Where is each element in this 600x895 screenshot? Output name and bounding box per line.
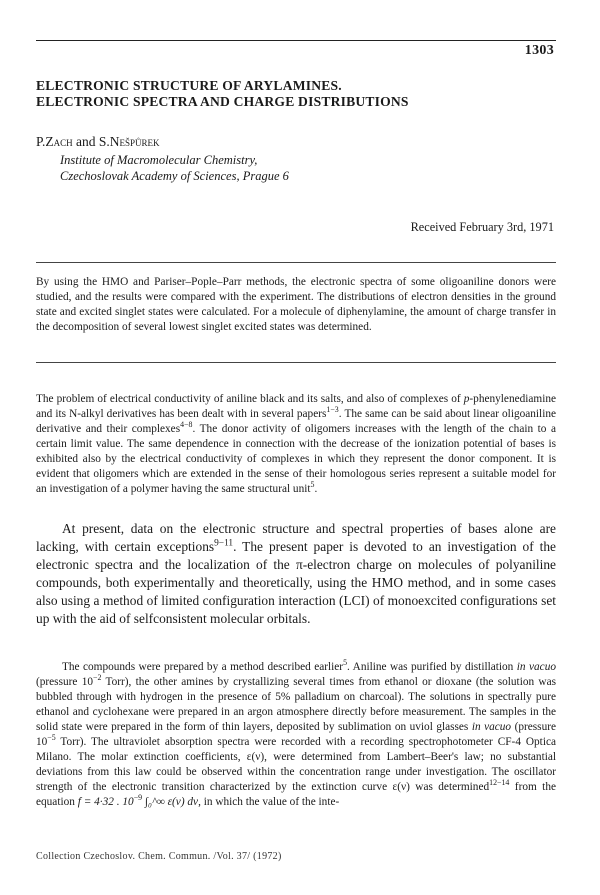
journal-footer: Collection Czechoslov. Chem. Commun. /Vol. 37/ (1972) bbox=[36, 851, 282, 862]
p1-ref-3: 5 bbox=[310, 480, 315, 490]
p1-ref-1: 1−3 bbox=[326, 405, 339, 415]
paragraph-2 bbox=[36, 520, 556, 628]
author2-initial: S. bbox=[98, 134, 110, 149]
p3-italic-c: in vacuo bbox=[516, 661, 556, 673]
p3-text-e: Torr), the other amines by crystallizing several times from ethanol or dioxane (the solution was bubbled through with hydrogen in the presence of 5% palladium on charcoal). The solutions in spectrally pure ethanol and cyclohexane were prepared in an argon atmosphere directly before measurement. The samples in the solid state were prepared in the form of thin layers, deposited by sublimation on uviol glasses bbox=[36, 676, 556, 733]
authors bbox=[36, 134, 160, 150]
title-line-1: ELECTRONIC STRUCTURE OF ARYLAMINES. bbox=[36, 78, 342, 93]
p1-text-f: . bbox=[314, 483, 318, 495]
p1-text-a: The problem of electrical conductivity of aniline black and its salts, and also of complexes of bbox=[36, 393, 464, 405]
title-line-2: ELECTRONIC SPECTRA AND CHARGE DISTRIBUTIONS bbox=[36, 94, 409, 109]
author1-name: Zach bbox=[45, 134, 73, 149]
p3-exp-1: −2 bbox=[93, 673, 102, 683]
paragraph-3 bbox=[36, 660, 556, 810]
p3-text-h: Torr). The ultraviolet absorption spectra were recorded with a recording spectrophotometer CF-4 Optica Milano. The molar extinction coefficients, ε(ν), were determined from Lambert–Beer's law; no substantial deviations from this law could be observed within the concentration range under investigation. The oscillator strength of the electronic transition characterized by the extinction curve ε(ν) was determined bbox=[36, 736, 556, 793]
p1-text-e: . The donor activity of oligomers increases with the length of the chain to a certain limit value. The same dependence in connection with the decrease of the ionization potential of bases is exhibited also by the electrical conductivity of complexes in which they represent the donor component. It is evident that oligomers which are extended in the sense of their homologous series represent a suitable model for an investigation of a polymer having the same structural unit bbox=[36, 423, 557, 495]
p3-italic-f: in vacuo bbox=[471, 721, 512, 733]
p2-text-a: At present, data on the electronic structure and spectral properties of bases alone are lacking, with certain exceptions bbox=[36, 521, 556, 554]
p1-text-d: . The same can be said about linear oligoaniline derivative and their complexes bbox=[36, 408, 556, 435]
p3-text-b: . Aniline was purified by distillation bbox=[347, 661, 517, 673]
paragraph-1 bbox=[36, 392, 556, 497]
abstract: By using the HMO and Pariser–Pople–Parr methods, the electronic spectra of some oligoaniline donors were studied, and the results were compared with the experiment. The distributions of electron densities in the ground state and excited singlet states were calculated. For a molecule of diphenylamine, the amount of charge transfer in the decomposition of several lowest singlet excited states was determined. bbox=[36, 276, 556, 333]
p1-ref-2: 4−8 bbox=[180, 420, 193, 430]
p3-exp-2: −5 bbox=[47, 733, 56, 743]
received-date: Received February 3rd, 1971 bbox=[410, 220, 554, 234]
p3-text-g: (pressure 10 bbox=[36, 721, 556, 748]
p2-ref-1: 9−11 bbox=[214, 538, 234, 549]
author-and: and bbox=[72, 134, 99, 149]
p1-italic-p: p bbox=[463, 393, 470, 405]
affiliation bbox=[60, 152, 289, 184]
p3-text-j: , in which the value of the inte- bbox=[198, 796, 340, 808]
p3-text-i: from the equation bbox=[36, 781, 556, 808]
author1-initial: P. bbox=[36, 134, 46, 149]
p3-equation-integral: ∫₀^∞ ε(ν) dν bbox=[142, 796, 199, 808]
p3-text-d: (pressure 10 bbox=[36, 676, 93, 688]
p1-text-c: -phenylenediamine and its N-alkyl derivatives has been dealt with in several papers bbox=[36, 393, 556, 420]
p3-equation: f = 4·32 . 10 bbox=[77, 796, 134, 808]
abstract-bottom-rule bbox=[36, 362, 556, 363]
author2-name: Nešpůrek bbox=[109, 134, 160, 149]
p3-ref-2: 12−14 bbox=[489, 778, 510, 788]
page-number: 1303 bbox=[524, 43, 554, 58]
affiliation-line-1: Institute of Macromolecular Chemistry, bbox=[60, 153, 258, 167]
p2-text-b: . The present paper is devoted to an investigation of the electronic spectra and the localization of the π-electron charge on molecules of polyaniline compounds, both experimentally and theoretically, using the HMO method, and in some cases also using a method of limited configuration interaction (LCI) of monoexcited configurations set up with the aid of selfconsistent molecular orbitals. bbox=[36, 539, 556, 626]
abstract-top-rule bbox=[36, 262, 556, 263]
p3-ref-1: 5 bbox=[343, 658, 348, 668]
p3-text-a: The compounds were prepared by a method described earlier bbox=[62, 661, 344, 673]
affiliation-line-2: Czechoslovak Academy of Sciences, Prague 6 bbox=[60, 169, 289, 183]
top-rule bbox=[36, 40, 556, 41]
article-title bbox=[36, 78, 566, 110]
p3-exp-3: −9 bbox=[133, 793, 143, 803]
